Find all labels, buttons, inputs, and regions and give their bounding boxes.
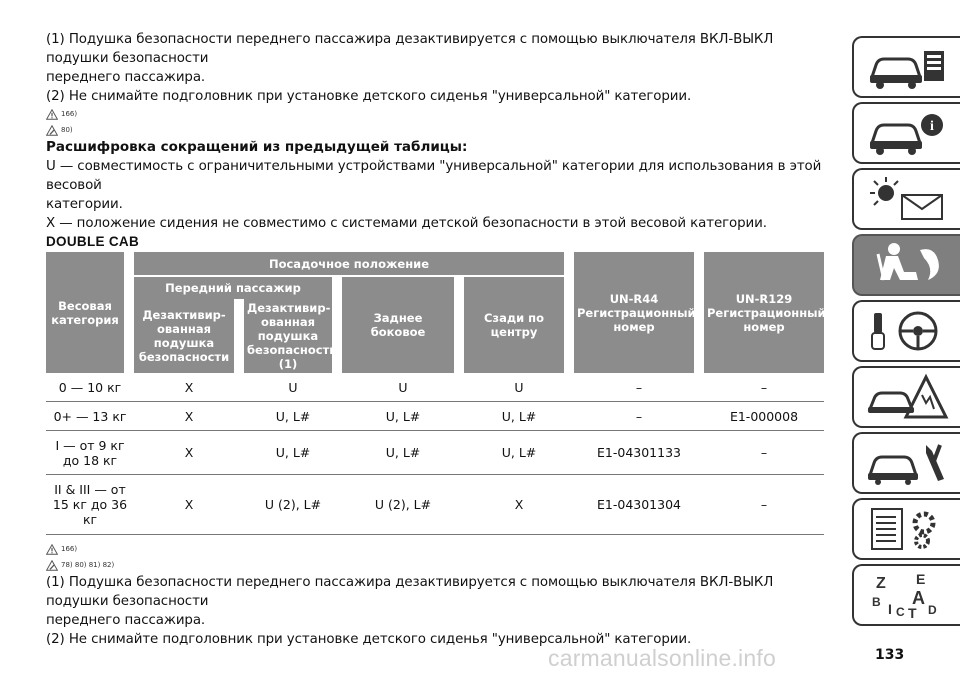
cell-rear-side: U, L# <box>342 431 464 475</box>
cell-rear-center: U, L# <box>464 402 574 431</box>
header-deactivated-1: Дезактивир-ованная подушка безопасности (1) <box>244 299 342 373</box>
table-row <box>46 402 824 431</box>
header-r44-title: UN-R44 <box>609 291 659 306</box>
watermark: carmanualsonline.info <box>548 645 776 671</box>
child-seat-table <box>46 252 824 535</box>
header-r129-sub: Регистрационный номер <box>707 305 826 334</box>
svg-text:T: T <box>908 605 917 620</box>
cell-deact-1: U <box>244 373 342 402</box>
tab-car-service[interactable] <box>852 432 960 494</box>
page-content <box>46 30 836 649</box>
specs-gear-icon <box>864 505 950 553</box>
cell-r129: – <box>704 475 824 535</box>
header-r44 <box>574 252 704 373</box>
cell-deact-1: U (2), L# <box>244 475 342 535</box>
svg-text:B: B <box>872 595 881 609</box>
tab-car-i[interactable] <box>852 102 960 164</box>
header-r44-sub: Регистрационный номер <box>577 305 696 334</box>
header-weight: Весовая категория <box>46 252 134 373</box>
svg-text:I: I <box>888 601 892 617</box>
cell-rear-center: U <box>464 373 574 402</box>
key-steering-icon <box>864 307 950 355</box>
tab-car-hazard[interactable] <box>852 366 960 428</box>
chapter-tabs <box>847 36 960 630</box>
note-ref-row <box>46 106 836 122</box>
paragraph-airbag-note-cont: переднего пассажира. <box>46 70 206 85</box>
table-row <box>46 431 824 475</box>
cell-r44: – <box>574 402 704 431</box>
cell-r129: – <box>704 431 824 475</box>
header-deactivated: Дезактивир-ованная подушка безопасности <box>134 299 244 373</box>
header-front-passenger: Передний пассажир <box>134 277 342 299</box>
table-row <box>46 475 824 535</box>
cell-deact-1: U, L# <box>244 431 342 475</box>
paragraph-airbag-note-2: (1) Подушка безопасности переднего пассажира дезактивируется с помощью выключателя ВКЛ-ВЫКЛ подушки безопасности <box>46 575 774 609</box>
legend-u-cont: категории. <box>46 197 123 212</box>
paragraph-airbag-note-2-cont: переднего пассажира. <box>46 613 206 628</box>
cell-rear-center: U, L# <box>464 431 574 475</box>
tab-specs[interactable] <box>852 498 960 560</box>
cell-r129: – <box>704 373 824 402</box>
cell-rear-side: U <box>342 373 464 402</box>
svg-text:E: E <box>916 571 926 587</box>
paragraph-headrest-note-2: (2) Не снимайте подголовник при установке детского сиденья "универсальной" категории. <box>46 632 692 647</box>
section-title: DOUBLE CAB <box>46 234 139 249</box>
table-row <box>46 373 824 402</box>
note-ref-row <box>46 541 836 557</box>
svg-text:C: C <box>896 605 905 619</box>
tab-safety[interactable] <box>852 234 960 296</box>
legend-title: Расшифровка сокращений из предыдущей таблицы: <box>46 139 468 155</box>
cell-r129: E1-000008 <box>704 402 824 431</box>
car-tools-icon <box>864 439 950 487</box>
cell-weight: I — от 9 кг до 18 кг <box>46 431 134 475</box>
cell-r44: E1-04301304 <box>574 475 704 535</box>
cell-r44: – <box>574 373 704 402</box>
cell-weight: 0 — 10 кг <box>46 373 134 402</box>
tab-index[interactable] <box>852 564 960 626</box>
tab-car-info[interactable] <box>852 36 960 98</box>
cell-rear-side: U, L# <box>342 402 464 431</box>
cell-rear-center: X <box>464 475 574 535</box>
cell-r44: E1-04301133 <box>574 431 704 475</box>
cell-deact: X <box>134 431 244 475</box>
cell-rear-side: U (2), L# <box>342 475 464 535</box>
svg-text:Z: Z <box>876 575 886 592</box>
car-hazard-icon <box>864 373 950 421</box>
svg-text:A: A <box>912 588 925 608</box>
cell-deact: X <box>134 402 244 431</box>
tab-key-steering[interactable] <box>852 300 960 362</box>
header-r129-title: UN-R129 <box>735 291 793 306</box>
airbag-child-seat-icon <box>864 240 950 290</box>
page-number: 133 <box>875 647 905 663</box>
pencil-note-icon <box>46 125 58 136</box>
warning-triangle-icon <box>46 544 58 555</box>
cell-weight: II & III — от 15 кг до 36 кг <box>46 475 134 535</box>
legend-u: U — совместимость с ограничительными устройствами "универсальной" категории для использования в этой весовой <box>46 159 822 193</box>
car-i-icon <box>864 109 950 157</box>
cell-deact: X <box>134 475 244 535</box>
header-r129 <box>704 252 824 373</box>
pencil-note-icon <box>46 560 58 571</box>
header-seating: Посадочное положение <box>134 252 574 277</box>
paragraph-headrest-note: (2) Не снимайте подголовник при установке детского сиденья "универсальной" категории. <box>46 89 692 104</box>
note-ref: 80) <box>61 126 73 134</box>
warning-triangle-icon <box>46 109 58 120</box>
header-rear-side: Заднее боковое <box>342 277 464 373</box>
tab-warning-lights[interactable] <box>852 168 960 230</box>
svg-text:D: D <box>928 603 937 617</box>
note-ref: 166) <box>61 545 78 553</box>
warning-lights-icon <box>864 175 950 223</box>
car-info-icon <box>864 43 950 91</box>
note-ref: 78) 80) 81) 82) <box>61 561 115 569</box>
paragraph-airbag-note: (1) Подушка безопасности переднего пассажира дезактивируется с помощью выключателя ВКЛ-ВЫКЛ подушки безопасности <box>46 32 774 66</box>
header-rear-center: Сзади по центру <box>464 277 574 373</box>
cell-weight: 0+ — 13 кг <box>46 402 134 431</box>
note-ref-row <box>46 557 836 573</box>
cell-deact: X <box>134 373 244 402</box>
svg-text:i: i <box>930 119 934 134</box>
alphabet-index-icon <box>864 570 950 620</box>
note-ref-row <box>46 122 836 138</box>
legend-x: X — положение сидения не совместимо с системами детской безопасности в этой весовой категории. <box>46 216 767 231</box>
cell-deact-1: U, L# <box>244 402 342 431</box>
note-ref: 166) <box>61 110 78 118</box>
